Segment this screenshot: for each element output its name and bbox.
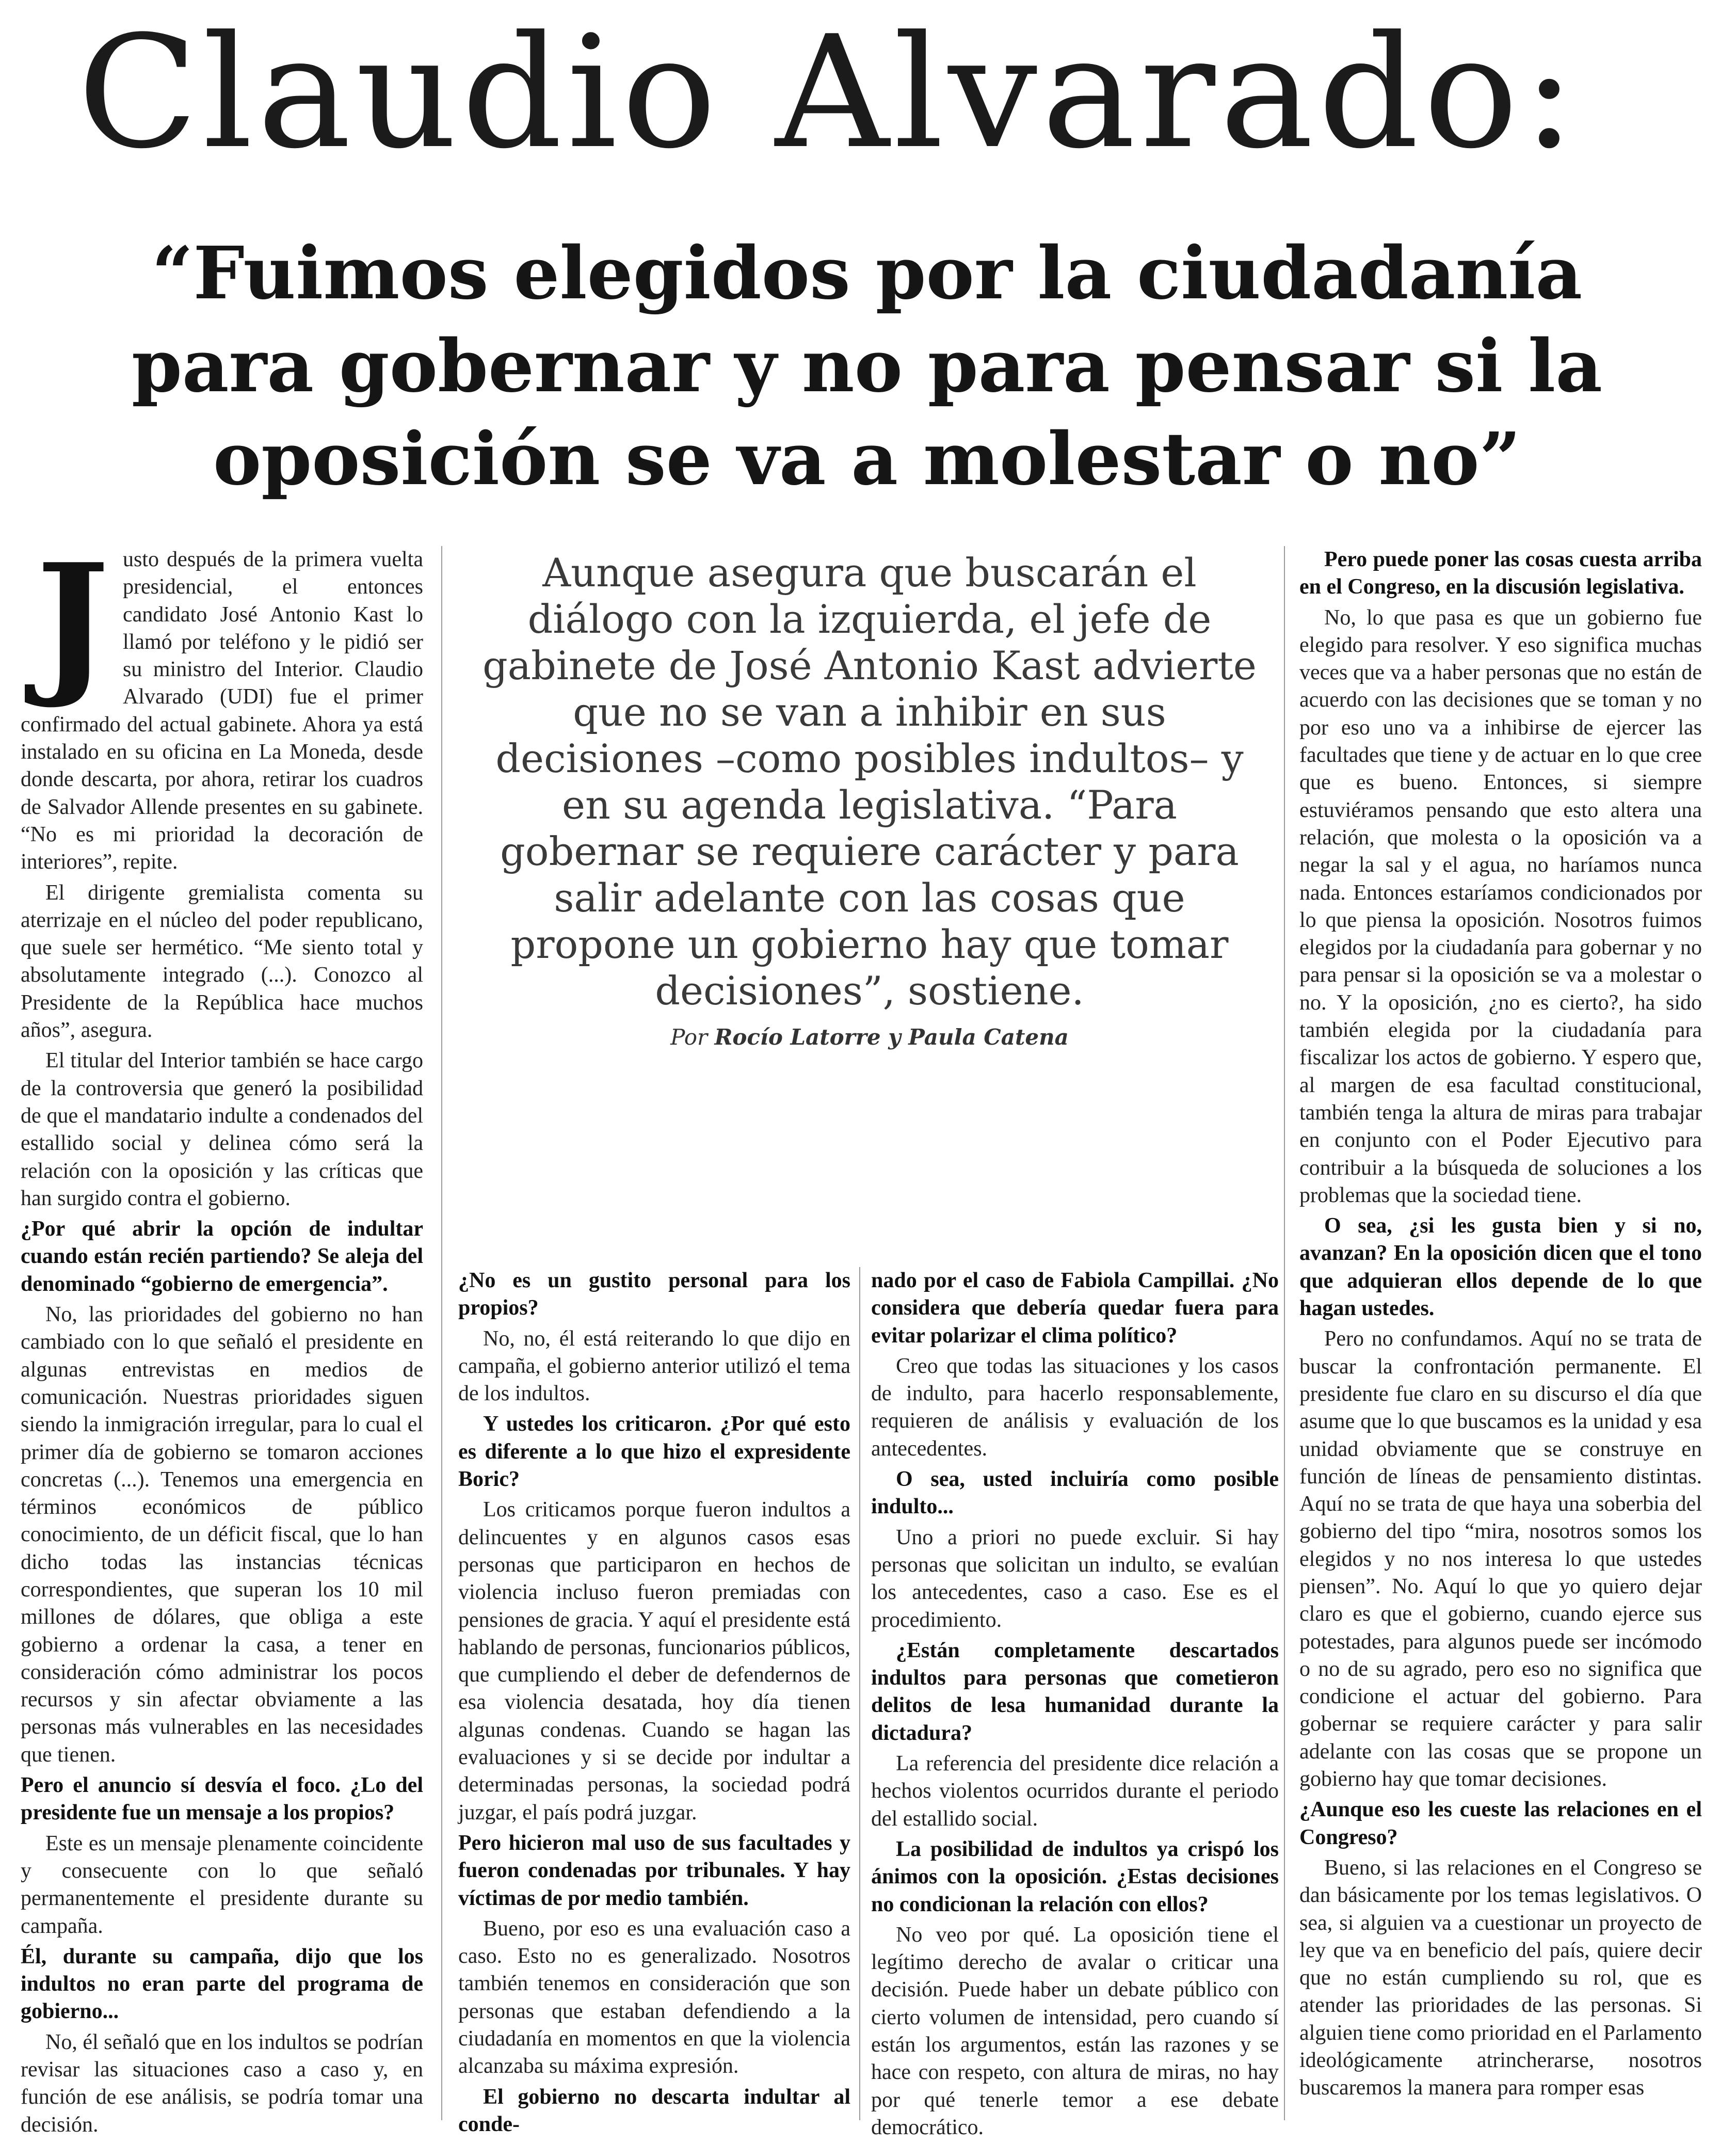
interview-question: ¿No es un gustito personal para los propios? bbox=[458, 1269, 850, 1320]
interview-answer: Los criticamos porque fueron indultos a delincuentes y en algunos casos esas personas que participaron en hechos de violencia incluso fueron premiadas con pensiones de gracia. Y aquí el presidente está hablando de personas, funcionarios públicos, que cumpliendo el deber de defendernos de esa violencia desatada, hoy día tienen algunas condenas. Cuando se hagan las evaluaciones y si se decide por indultar a determinadas personas, la sociedad podrá juzgar, el país podrá juzgar. bbox=[458, 1498, 850, 1824]
interview-question: El gobierno no descarta indultar al conde- bbox=[458, 2085, 850, 2136]
interview-answer: La referencia del presidente dice relación a hechos violentos ocurridos durante el periodo del estallido social. bbox=[871, 1752, 1279, 1831]
interview-answer: No veo por qué. La oposición tiene el legítimo derecho de avalar o criticar una decisión. Puede haber un debate público con cierto volumen de intensidad, pero cuando sí están los argumentos, están las razones y se hace con respeto, con altura de miras, no hay por qué tenerle temor a ese debate democrático. bbox=[871, 1923, 1279, 2139]
column-4 bbox=[1299, 546, 1702, 2105]
column-3 bbox=[871, 1267, 1279, 2144]
paragraph: El dirigente gremialista comenta su aterrizaje en el núcleo del poder republicano, que suele ser hermético. “Me siento total y absolutamente integrado (...). Conozco al Presidente de la República hace muchos años”, asegura. bbox=[21, 881, 423, 1043]
byline bbox=[475, 1025, 1264, 1050]
interview-question: ¿Aunque eso les cueste las relaciones en el Congreso? bbox=[1299, 1798, 1702, 1849]
byline-authors: Rocío Latorre y Paula Catena bbox=[714, 1025, 1069, 1050]
column-rule-right bbox=[1284, 546, 1285, 2120]
interview-question: nado por el caso de Fabiola Campillai. ¿No considera que debería quedar fuera para evitar polarizar el clima político? bbox=[871, 1269, 1279, 1348]
byline-prefix: Por bbox=[670, 1025, 708, 1050]
interview-question: Y ustedes los criticaron. ¿Por qué esto es diferente a lo que hizo el expresidente Boric? bbox=[458, 1412, 850, 1492]
headline-title: “Fuimos elegidos por la ciudadanía para gobernar y no para pensar si la oposición se va a molestar o no” bbox=[131, 231, 1603, 502]
column-rule-middle bbox=[859, 1267, 860, 2120]
interview-answer: Pero no confundamos. Aquí no se trata de buscar la confrontación permanente. El presidente fue claro en su discurso el día que asume que lo que buscamos es la unidad y esa unidad obviamente que se construye en función de líneas de pensamiento distintas. Aquí no se trata de que haya una soberbia del gobierno del tipo “mira, nosotros somos los elegidos y no nos interesa lo que ustedes piensen”. No. Aquí lo que yo quiero dejar claro es que el gobierno, cuando ejerce sus potestades, para algunos puede ser incómodo o no de su agrado, pero eso no significa que condicione el actuar del gobierno. Para gobernar se requiere carácter y para salir adelante con las cosas que se propone un gobierno hay que tomar decisiones. bbox=[1299, 1327, 1702, 1791]
headline-kicker: Claudio Alvarado: bbox=[77, 3, 1580, 183]
deck-summary: Aunque asegura que buscarán el diálogo con la izquierda, el jefe de gabinete de José Antonio Kast advierte que no se van a inhibir en sus decisiones –como posibles indultos– y en su agenda legislativa. “Para gobernar se requiere carácter y para salir adelante con las cosas que propone un gobierno hay que tomar decisiones”, sostiene. bbox=[483, 550, 1257, 1014]
interview-answer: No, las prioridades del gobierno no han cambiado con lo que señaló el presidente en algunas entrevistas en medios de comunicación. Nuestras prioridades siguen siendo la inmigración irregular, para lo cual el primer día de gobierno se tomaron acciones concretas (...). Tenemos una emergencia en términos económicos de público conocimiento, de un déficit fiscal, que lo han dicho todas las instancias técnicas correspondientes, que superan los 10 mil millones de dólares, que obliga a este gobierno a ordenar la casa, a tener en consideración cómo administrar los pocos recursos y sin afectar obviamente a las personas más vulnerables en las necesidades que tienen. bbox=[21, 1303, 423, 1767]
interview-answer: No, él señaló que en los indultos se podrían revisar las situaciones caso a caso y, en función de ese análisis, se podría tomar una decisión. bbox=[21, 2030, 423, 2137]
interview-answer: Creo que todas las situaciones y los casos de indulto, para hacerlo responsablemente, requieren de análisis y evaluación de los antecedentes. bbox=[871, 1354, 1279, 1461]
column-1 bbox=[21, 530, 423, 2142]
interview-answer: Bueno, si las relaciones en el Congreso se dan básicamente por los temas legislativos. O sea, si alguien va a cuestionar un proyecto de ley que va en beneficio del país, quiere decir que no están cumpliendo su rol, que es atender las prioridades de las personas. Si alguien tiene como prioridad en el Parlamento ideológicamente atrincherarse, nosotros buscaremos la manera para romper esas bbox=[1299, 1855, 1702, 2100]
column-rule-left bbox=[441, 546, 442, 2120]
drop-cap: J bbox=[36, 530, 109, 712]
column-2 bbox=[458, 1267, 850, 2141]
interview-question: ¿Están completamente descartados indultos para personas que cometieron delitos de lesa humanidad durante la dictadura? bbox=[871, 1638, 1279, 1745]
interview-answer: Este es un mensaje plenamente coincidente y consecuente con lo que señaló permanentemente el presidente durante su campaña. bbox=[21, 1831, 423, 1938]
intro-text: usto después de la primera vuelta presidencial, el entonces candidato José Antonio Kast lo llamó por teléfono y le pidió ser su ministro del Interior. Claudio Alvarado (UDI) fue el primer confirmado del actual gabinete. Ahora ya está instalado en su oficina en La Moneda, desde donde descarta, por ahora, retirar los cuadros de Salvador Allende presentes en su gabinete. “No es mi prioridad la decoración de interiores”, repite. bbox=[21, 548, 423, 874]
interview-question: ¿Por qué abrir la opción de indultar cuando están recién partiendo? Se aleja del denominado “gobierno de emergencia”. bbox=[21, 1217, 423, 1296]
interview-question: Pero hicieron mal uso de sus facultades y fueron condenadas por tribunales. Y hay víctimas de por medio también. bbox=[458, 1831, 850, 1910]
interview-answer: No, no, él está reiterando lo que dijo en campaña, el gobierno anterior utilizó el tema de los indultos. bbox=[458, 1326, 850, 1406]
interview-answer: Bueno, por eso es una evaluación caso a caso. Esto no es generalizado. Nosotros también tenemos en consideración que son personas que estaban defendiendo a la ciudadanía en momentos en que la violencia alcanzaba su máxima expresión. bbox=[458, 1916, 850, 2078]
interview-question: Pero puede poner las cosas cuesta arriba en el Congreso, en la discusión legislativa. bbox=[1299, 548, 1702, 599]
interview-question: O sea, ¿si les gusta bien y si no, avanzan? En la oposición dicen que el tono que adquieran ellos depende de lo que hagan ustedes. bbox=[1299, 1214, 1702, 1321]
intro-paragraph bbox=[21, 530, 423, 876]
interview-question: O sea, usted incluiría como posible indulto... bbox=[871, 1467, 1279, 1519]
interview-question: Él, durante su campaña, dijo que los indultos no eran parte del programa de gobierno... bbox=[21, 1944, 423, 2024]
interview-answer: No, lo que pasa es que un gobierno fue elegido para resolver. Y eso significa muchas veces que va a haber personas que no están de acuerdo con las decisiones que se toman y no por eso uno va a inhibirse de ejercer las facultades que tiene y de actuar en lo que cree que es bueno. Entonces, si siempre estuviéramos pensando que esto altera una relación, que molesta o la oposición va a negar la sal y el agua, no haríamos nunca nada. Entonces estaríamos condicionados por lo que piensa la oposición. Nosotros fuimos elegidos por la ciudadanía para gobernar y no para pensar si la oposición se va a molestar o no. Y la oposición, ¿no es cierto?, ha sido también elegida por la ciudadanía para fiscalizar los actos de gobierno. Y espero que, al margen de esa facultad constitucional, también tenga la altura de miras para trabajar en conjunto con el Poder Ejecutivo para contribuir a la búsqueda de soluciones a los problemas que la sociedad tiene. bbox=[1299, 605, 1702, 1207]
interview-question: Pero el anuncio sí desvía el foco. ¿Lo del presidente fue un mensaje a los propios? bbox=[21, 1773, 423, 1825]
interview-answer: Uno a priori no puede excluir. Si hay personas que solicitan un indulto, se evalúan los antecedentes, caso a caso. Ese es el procedimiento. bbox=[871, 1525, 1279, 1632]
paragraph: El titular del Interior también se hace cargo de la controversia que generó la posibilidad de que el mandatario indulte a condenados del estallido social y delinea cómo será la relación con la oposición y las críticas que han surgido contra el gobierno. bbox=[21, 1049, 423, 1210]
interview-question: La posibilidad de indultos ya crispó los ánimos con la oposición. ¿Estas decisiones no condicionan la relación con ellos? bbox=[871, 1837, 1279, 1916]
